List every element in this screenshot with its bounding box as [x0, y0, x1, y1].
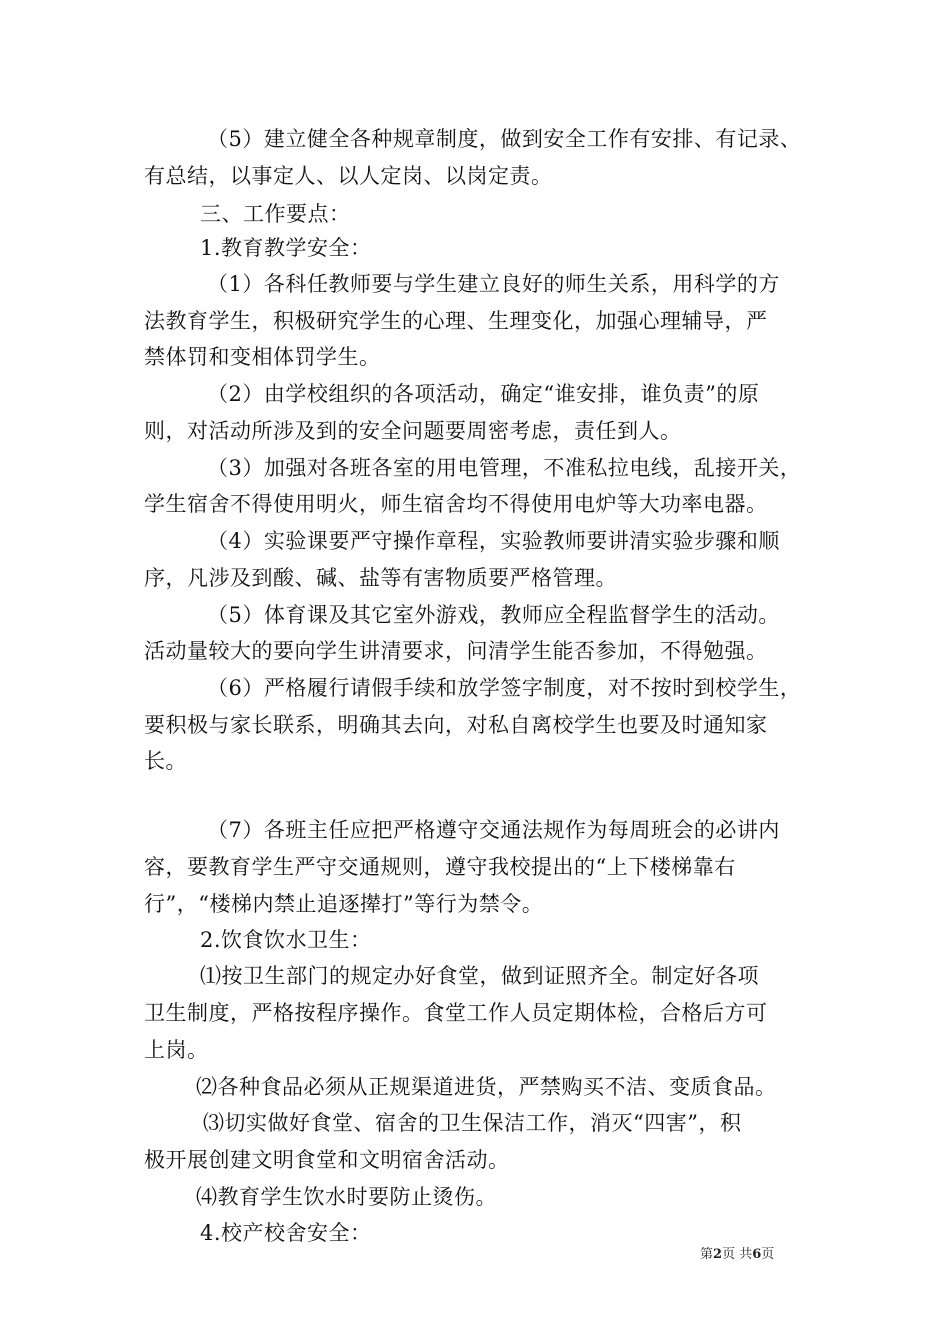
text-line: 禁体罚和变相体罚学生。 — [144, 345, 381, 369]
page-footer — [700, 1247, 774, 1263]
text-line: （1）各科任教师要与学生建立良好的师生关系，用科学的方 — [207, 272, 780, 296]
text-line: （6）严格履行请假手续和放学签字制度，对不按时到校学生， — [207, 676, 802, 700]
text-line: 序，凡涉及到酸、碱、盐等有害物质要严格管理。 — [144, 566, 617, 590]
text-line: ⑴按卫生部门的规定办好食堂，做到证照齐全。制定好各项 — [200, 964, 759, 988]
subsection-heading: 1.教育教学安全： — [200, 236, 372, 260]
footer-prefix: 第 — [700, 1247, 714, 1262]
text-line: 法教育学生，积极研究学生的心理、生理变化，加强心理辅导，严 — [144, 309, 768, 333]
text-line: 行”，“楼梯内禁止追逐撵打”等行为禁令。 — [144, 892, 544, 916]
text-line: （5）体育课及其它室外游戏，教师应全程监督学生的活动。 — [207, 603, 780, 627]
total-pages-number: 6 — [752, 1247, 762, 1262]
current-page-number: 2 — [713, 1247, 723, 1262]
text-line: ⑵各种食品必须从正规渠道进货，严禁购买不洁、变质食品。 — [196, 1075, 777, 1099]
footer-middle: 页 共 — [722, 1247, 753, 1262]
text-line: 要积极与家长联系，明确其去向，对私自离校学生也要及时通知家 — [144, 713, 768, 737]
text-line: 卫生制度，严格按程序操作。食堂工作人员定期体检，合格后方可 — [144, 1001, 768, 1025]
text-line: ⑶切实做好食堂、宿舍的卫生保洁工作，消灭“四害”，积 — [203, 1111, 742, 1135]
subsection-heading: 4.校产校舍安全： — [200, 1221, 372, 1245]
text-line: 长。 — [144, 749, 187, 773]
text-line: （2）由学校组织的各项活动，确定“谁安排，谁负责”的原 — [207, 382, 760, 406]
text-line: 有总结，以事定人、以人定岗、以岗定责。 — [144, 164, 553, 188]
text-line: 上岗。 — [144, 1038, 209, 1062]
text-line: 则，对活动所涉及到的安全问题要周密考虑，责任到人。 — [144, 419, 682, 443]
text-line: （3）加强对各班各室的用电管理，不准私拉电线，乱接开关， — [207, 456, 802, 480]
text-line: 极开展创建文明食堂和文明宿舍活动。 — [144, 1148, 510, 1172]
text-line: （4）实验课要严守操作章程，实验教师要讲清实验步骤和顺 — [207, 529, 780, 553]
text-line: 学生宿舍不得使用明火，师生宿舍均不得使用电炉等大功率电器。 — [144, 492, 768, 516]
section-heading: 三、工作要点： — [200, 202, 351, 226]
text-line: 容，要教育学生严守交通规则，遵守我校提出的“上下楼梯靠右 — [144, 855, 736, 879]
text-line: 活动量较大的要向学生讲清要求，问清学生能否参加，不得勉强。 — [144, 639, 768, 663]
text-line: （5）建立健全各种规章制度，做到安全工作有安排、有记录、 — [207, 127, 802, 151]
footer-suffix: 页 — [761, 1247, 775, 1262]
text-line: ⑷教育学生饮水时要防止烫伤。 — [196, 1185, 497, 1209]
text-line: （7）各班主任应把严格遵守交通法规作为每周班会的必讲内 — [207, 818, 780, 842]
subsection-heading: 2.饮食饮水卫生： — [200, 928, 372, 952]
